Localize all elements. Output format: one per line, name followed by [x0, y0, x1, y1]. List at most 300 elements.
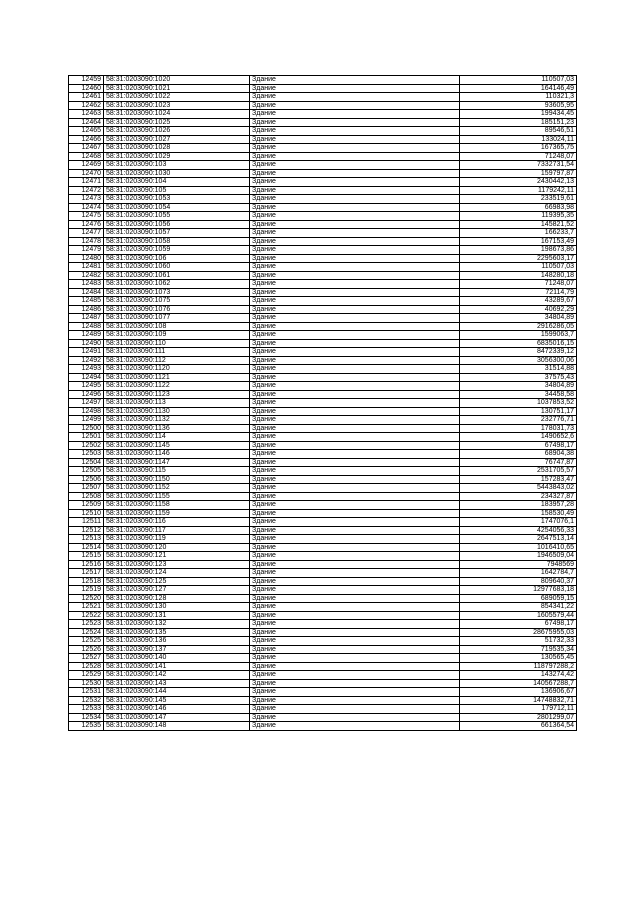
- object-type-cell: Здание: [250, 246, 460, 255]
- cadastral-value-cell: 72114,79: [460, 288, 577, 297]
- row-number-cell: 12469: [69, 161, 104, 170]
- cadastral-value-cell: 110321,3: [460, 93, 577, 102]
- table-row: [69, 662, 577, 671]
- object-type-cell: Здание: [250, 501, 460, 510]
- row-number-cell: 12481: [69, 263, 104, 272]
- cadastral-value-cell: 1490652,6: [460, 433, 577, 442]
- cadastral-number-cell: 58:31:0203090:104: [104, 178, 250, 187]
- cadastral-value-cell: 2531705,57: [460, 467, 577, 476]
- row-number-cell: 12499: [69, 416, 104, 425]
- row-number-cell: 12470: [69, 169, 104, 178]
- cadastral-number-cell: 58:31:0203090:121: [104, 552, 250, 561]
- object-type-cell: Здание: [250, 637, 460, 646]
- table-row: [69, 475, 577, 484]
- object-type-cell: Здание: [250, 288, 460, 297]
- cadastral-number-cell: 58:31:0203090:1026: [104, 127, 250, 136]
- table-row: [69, 229, 577, 238]
- row-number-cell: 12530: [69, 679, 104, 688]
- row-number-cell: 12510: [69, 509, 104, 518]
- table-row: [69, 101, 577, 110]
- table-row: [69, 280, 577, 289]
- cadastral-value-cell: 8472339,12: [460, 348, 577, 357]
- row-number-cell: 12509: [69, 501, 104, 510]
- row-number-cell: 12500: [69, 424, 104, 433]
- cadastral-number-cell: 58:31:0203090:143: [104, 679, 250, 688]
- row-number-cell: 12531: [69, 688, 104, 697]
- table-row: [69, 169, 577, 178]
- row-number-cell: 12523: [69, 620, 104, 629]
- row-number-cell: 12520: [69, 594, 104, 603]
- object-type-cell: Здание: [250, 696, 460, 705]
- object-type-cell: Здание: [250, 399, 460, 408]
- row-number-cell: 12508: [69, 492, 104, 501]
- object-type-cell: Здание: [250, 365, 460, 374]
- cadastral-number-cell: 58:31:0203090:1025: [104, 118, 250, 127]
- object-type-cell: Здание: [250, 382, 460, 391]
- object-type-cell: Здание: [250, 331, 460, 340]
- object-type-cell: Здание: [250, 314, 460, 323]
- cadastral-value-cell: 4254056,33: [460, 526, 577, 535]
- row-number-cell: 12477: [69, 229, 104, 238]
- object-type-cell: Здание: [250, 84, 460, 93]
- cadastral-value-cell: 130565,45: [460, 654, 577, 663]
- object-type-cell: Здание: [250, 679, 460, 688]
- table-row: [69, 611, 577, 620]
- table-row: [69, 297, 577, 306]
- row-number-cell: 12527: [69, 654, 104, 663]
- cadastral-number-cell: 58:31:0203090:120: [104, 543, 250, 552]
- cadastral-number-cell: 58:31:0203090:111: [104, 348, 250, 357]
- row-number-cell: 12518: [69, 577, 104, 586]
- table-row: [69, 458, 577, 467]
- cadastral-value-cell: 12977683,18: [460, 586, 577, 595]
- row-number-cell: 12471: [69, 178, 104, 187]
- object-type-cell: Здание: [250, 450, 460, 459]
- object-type-cell: Здание: [250, 373, 460, 382]
- table-row: [69, 127, 577, 136]
- table-row: [69, 195, 577, 204]
- cadastral-number-cell: 58:31:0203090:1061: [104, 271, 250, 280]
- cadastral-value-cell: 143274,42: [460, 671, 577, 680]
- object-type-cell: Здание: [250, 390, 460, 399]
- table-row: [69, 620, 577, 629]
- table-row: [69, 399, 577, 408]
- object-type-cell: Здание: [250, 305, 460, 314]
- cadastral-value-cell: 199434,45: [460, 110, 577, 119]
- object-type-cell: Здание: [250, 475, 460, 484]
- cadastral-value-cell: 71248,07: [460, 280, 577, 289]
- table-row: [69, 161, 577, 170]
- object-type-cell: Здание: [250, 492, 460, 501]
- cadastral-value-cell: 43289,67: [460, 297, 577, 306]
- object-type-cell: Здание: [250, 671, 460, 680]
- table-row: [69, 110, 577, 119]
- cadastral-value-cell: 110507,03: [460, 76, 577, 85]
- object-type-cell: Здание: [250, 110, 460, 119]
- table-row: [69, 288, 577, 297]
- cadastral-value-cell: 234327,87: [460, 492, 577, 501]
- table-row: [69, 152, 577, 161]
- cadastral-number-cell: 58:31:0203090:110: [104, 339, 250, 348]
- cadastral-value-cell: 7948569: [460, 560, 577, 569]
- cadastral-value-cell: 2801299,07: [460, 713, 577, 722]
- cadastral-number-cell: 58:31:0203090:113: [104, 399, 250, 408]
- table-row: [69, 373, 577, 382]
- object-type-cell: Здание: [250, 467, 460, 476]
- row-number-cell: 12528: [69, 662, 104, 671]
- row-number-cell: 12463: [69, 110, 104, 119]
- cadastral-number-cell: 58:31:0203090:147: [104, 713, 250, 722]
- row-number-cell: 12513: [69, 535, 104, 544]
- object-type-cell: Здание: [250, 518, 460, 527]
- row-number-cell: 12529: [69, 671, 104, 680]
- cadastral-value-cell: 67498,17: [460, 620, 577, 629]
- cadastral-value-cell: 93605,95: [460, 101, 577, 110]
- cadastral-number-cell: 58:31:0203090:115: [104, 467, 250, 476]
- row-number-cell: 12526: [69, 645, 104, 654]
- table-row: [69, 654, 577, 663]
- row-number-cell: 12506: [69, 475, 104, 484]
- table-row: [69, 263, 577, 272]
- cadastral-number-cell: 58:31:0203090:1020: [104, 76, 250, 85]
- row-number-cell: 12515: [69, 552, 104, 561]
- cadastral-value-cell: 2430442,13: [460, 178, 577, 187]
- row-number-cell: 12498: [69, 407, 104, 416]
- cadastral-number-cell: 58:31:0203090:106: [104, 254, 250, 263]
- cadastral-number-cell: 58:31:0203090:1059: [104, 246, 250, 255]
- row-number-cell: 12501: [69, 433, 104, 442]
- cadastral-number-cell: 58:31:0203090:1150: [104, 475, 250, 484]
- cadastral-value-cell: 67498,17: [460, 441, 577, 450]
- row-number-cell: 12495: [69, 382, 104, 391]
- cadastral-value-cell: 37575,43: [460, 373, 577, 382]
- object-type-cell: Здание: [250, 611, 460, 620]
- cadastral-value-cell: 40692,29: [460, 305, 577, 314]
- table-row: [69, 390, 577, 399]
- cadastral-value-cell: 719535,34: [460, 645, 577, 654]
- object-type-cell: Здание: [250, 543, 460, 552]
- cadastral-number-cell: 58:31:0203090:136: [104, 637, 250, 646]
- cadastral-number-cell: 58:31:0203090:1055: [104, 212, 250, 221]
- object-type-cell: Здание: [250, 237, 460, 246]
- table-row: [69, 552, 577, 561]
- cadastral-number-cell: 58:31:0203090:1023: [104, 101, 250, 110]
- row-number-cell: 12496: [69, 390, 104, 399]
- object-type-cell: Здание: [250, 416, 460, 425]
- cadastral-number-cell: 58:31:0203090:1057: [104, 229, 250, 238]
- table-row: [69, 254, 577, 263]
- row-number-cell: 12505: [69, 467, 104, 476]
- table-row: [69, 679, 577, 688]
- cadastral-number-cell: 58:31:0203090:125: [104, 577, 250, 586]
- cadastral-value-cell: 136906,67: [460, 688, 577, 697]
- object-type-cell: Здание: [250, 220, 460, 229]
- cadastral-value-cell: 34804,89: [460, 314, 577, 323]
- object-type-cell: Здание: [250, 722, 460, 731]
- cadastral-value-cell: 140567288,7: [460, 679, 577, 688]
- table-row: [69, 450, 577, 459]
- row-number-cell: 12475: [69, 212, 104, 221]
- table-row: [69, 416, 577, 425]
- cadastral-value-cell: 51732,33: [460, 637, 577, 646]
- row-number-cell: 12482: [69, 271, 104, 280]
- table-row: [69, 441, 577, 450]
- object-type-cell: Здание: [250, 339, 460, 348]
- cadastral-number-cell: 58:31:0203090:140: [104, 654, 250, 663]
- cadastral-number-cell: 58:31:0203090:1146: [104, 450, 250, 459]
- table-row: [69, 322, 577, 331]
- table-row: [69, 484, 577, 493]
- cadastral-value-cell: 110507,03: [460, 263, 577, 272]
- object-type-cell: Здание: [250, 118, 460, 127]
- object-type-cell: Здание: [250, 645, 460, 654]
- row-number-cell: 12476: [69, 220, 104, 229]
- table-row: [69, 535, 577, 544]
- table-row: [69, 118, 577, 127]
- object-type-cell: Здание: [250, 93, 460, 102]
- cadastral-number-cell: 58:31:0203090:124: [104, 569, 250, 578]
- cadastral-number-cell: 58:31:0203090:1136: [104, 424, 250, 433]
- cadastral-value-cell: 6835016,15: [460, 339, 577, 348]
- cadastral-number-cell: 58:31:0203090:1060: [104, 263, 250, 272]
- row-number-cell: 12486: [69, 305, 104, 314]
- cadastral-number-cell: 58:31:0203090:144: [104, 688, 250, 697]
- row-number-cell: 12533: [69, 705, 104, 714]
- table-row: [69, 492, 577, 501]
- cadastral-number-cell: 58:31:0203090:1158: [104, 501, 250, 510]
- cadastral-value-cell: 7332731,54: [460, 161, 577, 170]
- object-type-cell: Здание: [250, 552, 460, 561]
- row-number-cell: 12480: [69, 254, 104, 263]
- object-type-cell: Здание: [250, 178, 460, 187]
- object-type-cell: Здание: [250, 441, 460, 450]
- row-number-cell: 12514: [69, 543, 104, 552]
- table-row: [69, 76, 577, 85]
- cadastral-number-cell: 58:31:0203090:1122: [104, 382, 250, 391]
- row-number-cell: 12485: [69, 297, 104, 306]
- table-row: [69, 212, 577, 221]
- cadastral-value-table: [68, 75, 577, 731]
- cadastral-number-cell: 58:31:0203090:1120: [104, 365, 250, 374]
- cadastral-number-cell: 58:31:0203090:1054: [104, 203, 250, 212]
- cadastral-number-cell: 58:31:0203090:116: [104, 518, 250, 527]
- row-number-cell: 12502: [69, 441, 104, 450]
- cadastral-number-cell: 58:31:0203090:131: [104, 611, 250, 620]
- cadastral-value-cell: 71248,07: [460, 152, 577, 161]
- cadastral-value-cell: 89546,51: [460, 127, 577, 136]
- object-type-cell: Здание: [250, 322, 460, 331]
- object-type-cell: Здание: [250, 186, 460, 195]
- cadastral-number-cell: 58:31:0203090:103: [104, 161, 250, 170]
- cadastral-number-cell: 58:31:0203090:127: [104, 586, 250, 595]
- cadastral-value-cell: 76747,87: [460, 458, 577, 467]
- cadastral-number-cell: 58:31:0203090:1056: [104, 220, 250, 229]
- cadastral-value-cell: 68904,38: [460, 450, 577, 459]
- row-number-cell: 12489: [69, 331, 104, 340]
- cadastral-value-cell: 158530,49: [460, 509, 577, 518]
- cadastral-value-cell: 34458,58: [460, 390, 577, 399]
- object-type-cell: Здание: [250, 76, 460, 85]
- row-number-cell: 12521: [69, 603, 104, 612]
- object-type-cell: Здание: [250, 254, 460, 263]
- cadastral-number-cell: 58:31:0203090:1024: [104, 110, 250, 119]
- row-number-cell: 12459: [69, 76, 104, 85]
- cadastral-number-cell: 58:31:0203090:1028: [104, 144, 250, 153]
- cadastral-number-cell: 58:31:0203090:1062: [104, 280, 250, 289]
- object-type-cell: Здание: [250, 458, 460, 467]
- cadastral-value-cell: 166233,7: [460, 229, 577, 238]
- cadastral-value-cell: 1037853,52: [460, 399, 577, 408]
- table-row: [69, 135, 577, 144]
- row-number-cell: 12484: [69, 288, 104, 297]
- cadastral-value-cell: 118797288,2: [460, 662, 577, 671]
- table-row: [69, 467, 577, 476]
- cadastral-number-cell: 58:31:0203090:109: [104, 331, 250, 340]
- table-row: [69, 628, 577, 637]
- table-row: [69, 586, 577, 595]
- cadastral-number-cell: 58:31:0203090:1029: [104, 152, 250, 161]
- cadastral-value-cell: 34804,89: [460, 382, 577, 391]
- cadastral-value-cell: 233519,61: [460, 195, 577, 204]
- cadastral-number-cell: 58:31:0203090:148: [104, 722, 250, 731]
- cadastral-value-cell: 2916286,05: [460, 322, 577, 331]
- table-row: [69, 509, 577, 518]
- cadastral-number-cell: 58:31:0203090:1145: [104, 441, 250, 450]
- cadastral-number-cell: 58:31:0203090:1132: [104, 416, 250, 425]
- object-type-cell: Здание: [250, 101, 460, 110]
- cadastral-number-cell: 58:31:0203090:1077: [104, 314, 250, 323]
- table-row: [69, 713, 577, 722]
- cadastral-number-cell: 58:31:0203090:1021: [104, 84, 250, 93]
- cadastral-value-cell: 183957,28: [460, 501, 577, 510]
- cadastral-number-cell: 58:31:0203090:146: [104, 705, 250, 714]
- cadastral-value-cell: 809640,37: [460, 577, 577, 586]
- cadastral-value-cell: 178031,73: [460, 424, 577, 433]
- table-row: [69, 594, 577, 603]
- row-number-cell: 12524: [69, 628, 104, 637]
- cadastral-number-cell: 58:31:0203090:1058: [104, 237, 250, 246]
- table-row: [69, 705, 577, 714]
- object-type-cell: Здание: [250, 594, 460, 603]
- cadastral-number-cell: 58:31:0203090:112: [104, 356, 250, 365]
- row-number-cell: 12483: [69, 280, 104, 289]
- row-number-cell: 12519: [69, 586, 104, 595]
- row-number-cell: 12534: [69, 713, 104, 722]
- cadastral-number-cell: 58:31:0203090:135: [104, 628, 250, 637]
- cadastral-number-cell: 58:31:0203090:1027: [104, 135, 250, 144]
- cadastral-number-cell: 58:31:0203090:1159: [104, 509, 250, 518]
- table-row: [69, 271, 577, 280]
- table-row: [69, 543, 577, 552]
- cadastral-number-cell: 58:31:0203090:132: [104, 620, 250, 629]
- cadastral-number-cell: 58:31:0203090:105: [104, 186, 250, 195]
- table-row: [69, 305, 577, 314]
- cadastral-value-cell: 5443843,02: [460, 484, 577, 493]
- object-type-cell: Здание: [250, 662, 460, 671]
- object-type-cell: Здание: [250, 620, 460, 629]
- row-number-cell: 12460: [69, 84, 104, 93]
- cadastral-number-cell: 58:31:0203090:1030: [104, 169, 250, 178]
- row-number-cell: 12487: [69, 314, 104, 323]
- object-type-cell: Здание: [250, 135, 460, 144]
- row-number-cell: 12517: [69, 569, 104, 578]
- table-body: [69, 76, 577, 731]
- table-row: [69, 186, 577, 195]
- row-number-cell: 12466: [69, 135, 104, 144]
- table-row: [69, 382, 577, 391]
- table-row: [69, 696, 577, 705]
- row-number-cell: 12522: [69, 611, 104, 620]
- object-type-cell: Здание: [250, 705, 460, 714]
- cadastral-value-cell: 167365,75: [460, 144, 577, 153]
- row-number-cell: 12503: [69, 450, 104, 459]
- object-type-cell: Здание: [250, 348, 460, 357]
- cadastral-value-cell: 167153,49: [460, 237, 577, 246]
- cadastral-number-cell: 58:31:0203090:130: [104, 603, 250, 612]
- table-row: [69, 365, 577, 374]
- cadastral-value-cell: 689059,15: [460, 594, 577, 603]
- cadastral-value-cell: 179712,11: [460, 705, 577, 714]
- object-type-cell: Здание: [250, 509, 460, 518]
- table-row: [69, 331, 577, 340]
- cadastral-value-cell: 66983,98: [460, 203, 577, 212]
- object-type-cell: Здание: [250, 263, 460, 272]
- table-row: [69, 526, 577, 535]
- object-type-cell: Здание: [250, 654, 460, 663]
- cadastral-number-cell: 58:31:0203090:117: [104, 526, 250, 535]
- object-type-cell: Здание: [250, 535, 460, 544]
- table-row: [69, 424, 577, 433]
- cadastral-value-cell: 1605579,44: [460, 611, 577, 620]
- table-row: [69, 645, 577, 654]
- cadastral-number-cell: 58:31:0203090:1121: [104, 373, 250, 382]
- object-type-cell: Здание: [250, 271, 460, 280]
- table-row: [69, 577, 577, 586]
- row-number-cell: 12497: [69, 399, 104, 408]
- object-type-cell: Здание: [250, 169, 460, 178]
- table-row: [69, 339, 577, 348]
- row-number-cell: 12491: [69, 348, 104, 357]
- table-row: [69, 637, 577, 646]
- row-number-cell: 12479: [69, 246, 104, 255]
- cadastral-number-cell: 58:31:0203090:123: [104, 560, 250, 569]
- object-type-cell: Здание: [250, 603, 460, 612]
- object-type-cell: Здание: [250, 628, 460, 637]
- object-type-cell: Здание: [250, 586, 460, 595]
- row-number-cell: 12532: [69, 696, 104, 705]
- cadastral-value-cell: 854341,22: [460, 603, 577, 612]
- object-type-cell: Здание: [250, 424, 460, 433]
- table-row: [69, 433, 577, 442]
- cadastral-number-cell: 58:31:0203090:1152: [104, 484, 250, 493]
- object-type-cell: Здание: [250, 212, 460, 221]
- table-row: [69, 93, 577, 102]
- table-row: [69, 688, 577, 697]
- cadastral-value-cell: 119395,35: [460, 212, 577, 221]
- cadastral-number-cell: 58:31:0203090:1123: [104, 390, 250, 399]
- object-type-cell: Здание: [250, 569, 460, 578]
- row-number-cell: 12535: [69, 722, 104, 731]
- cadastral-number-cell: 58:31:0203090:1076: [104, 305, 250, 314]
- row-number-cell: 12492: [69, 356, 104, 365]
- cadastral-value-cell: 661364,54: [460, 722, 577, 731]
- row-number-cell: 12478: [69, 237, 104, 246]
- row-number-cell: 12511: [69, 518, 104, 527]
- cadastral-value-cell: 28675955,03: [460, 628, 577, 637]
- cadastral-value-cell: 148280,18: [460, 271, 577, 280]
- cadastral-number-cell: 58:31:0203090:141: [104, 662, 250, 671]
- row-number-cell: 12525: [69, 637, 104, 646]
